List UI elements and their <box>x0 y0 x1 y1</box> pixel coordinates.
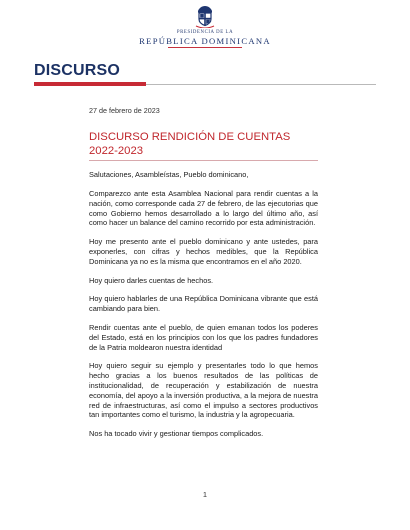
letterhead <box>0 0 410 56</box>
document-title: DISCURSO RENDICIÓN DE CUENTAS 2022-2023 <box>89 131 291 157</box>
document-body <box>89 106 318 439</box>
institution-small-text: PRESIDENCIA DE LA <box>176 30 234 35</box>
label-accent-bar <box>34 82 146 86</box>
document-date: 27 de febrero de 2023 <box>89 106 160 115</box>
label-divider <box>146 84 376 85</box>
paragraph: Hoy me presento ante el pueblo dominicano y ante ustedes, para exponerles, con cifras y hechos medibles, que la República Dominicana ya no es la misma que encontramos en el año 2020. <box>89 237 318 266</box>
paragraph: Hoy quiero seguir su ejemplo y presentarles todo lo que hemos hecho gracias a los buenos resultados de las políticas de institucionalidad, de recuperación y estabilización de nuestra economía, del apoyo a la inversión productiva, a la mejora de nuestra red de infraestructuras, así como el impulso a sectores productivos tan importantes como el turismo, la industria y la agropecuaria. <box>89 361 318 420</box>
paragraph: Rendir cuentas ante el pueblo, de quien emanan todos los poderes del Estado, está en los principios con los que los padres fundadores de la Patria moldearon nuestra identidad <box>89 322 318 352</box>
paragraph: Nos ha tocado vivir y gestionar tiempos complicados. <box>89 429 264 439</box>
paragraph: Hoy quiero darles cuentas de hechos. <box>89 275 214 285</box>
paragraph: Salutaciones, Asambleístas, Pueblo dominicano, <box>89 170 249 180</box>
document-label: DISCURSO <box>34 62 121 79</box>
paragraph: Hoy quiero hablarles de una República Dominicana vibrante que está cambiando para bien. <box>89 294 318 314</box>
coat-of-arms-icon <box>194 4 216 28</box>
institution-name: REPÚBLICA DOMINICANA <box>139 36 271 46</box>
paragraph: Comparezco ante esta Asamblea Nacional para rendir cuentas a la nación, como corresponde cada 27 de febrero, de las ejecutorias que como Gobierno hemos desarrollado a lo largo del último año, así como hacer un balance del camino recorrido por esta administración. <box>89 188 318 228</box>
title-underline <box>89 160 318 161</box>
institution-underline <box>168 47 242 48</box>
page-number: 1 <box>202 490 208 499</box>
